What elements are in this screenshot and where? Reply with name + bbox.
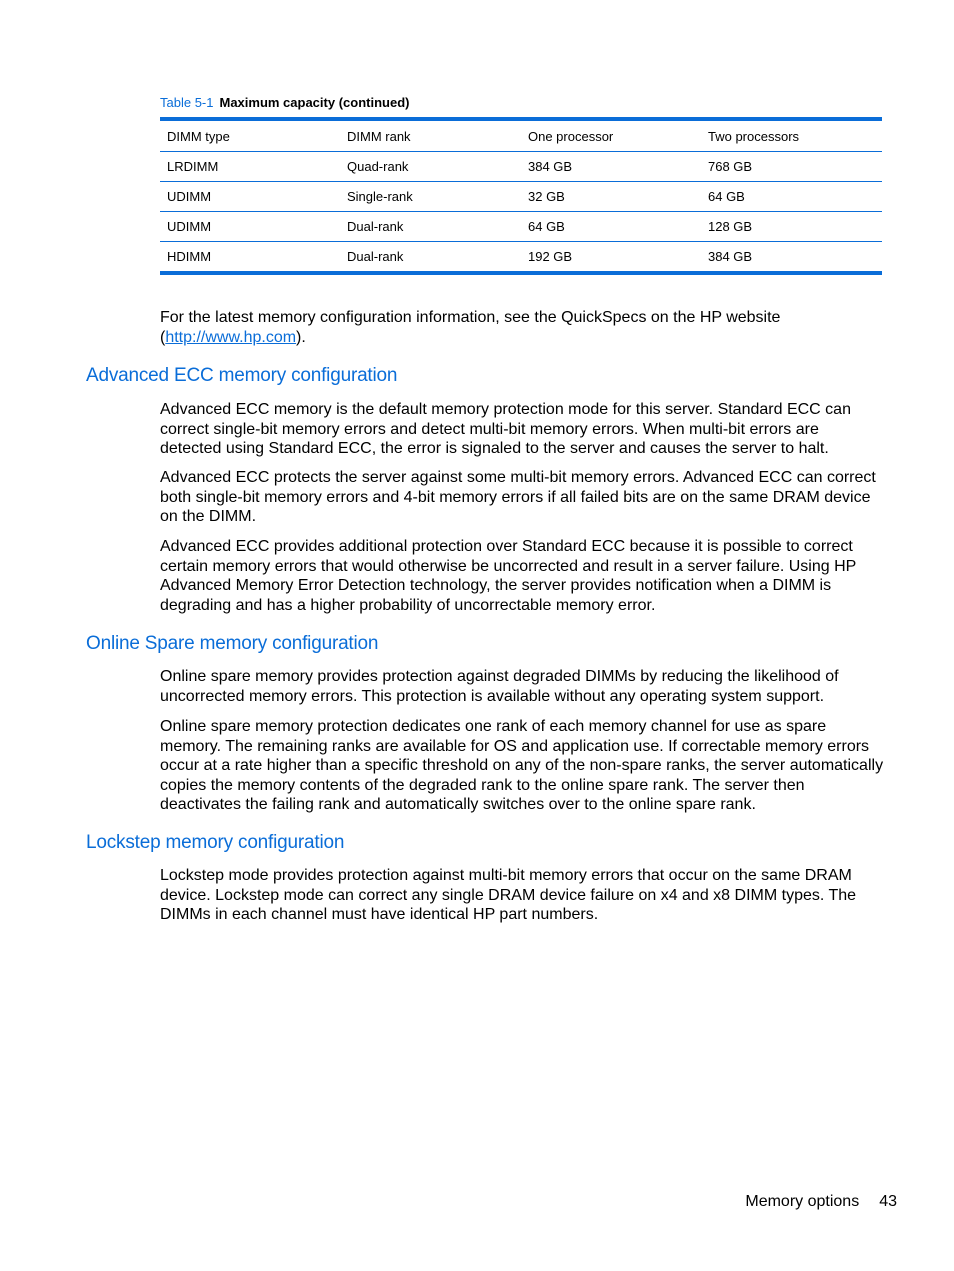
column-header-dimm-type: DIMM type [160,119,340,152]
body-paragraph: Online spare memory provides protection against degraded DIMMs by reducing the likelihood of uncorrected memory errors. This protection is available without any operating system support. [160,668,839,705]
body-paragraph: Online spare memory protection dedicates one rank of each memory channel for use as spare memory. The remaining ranks are available for OS and application use. If correctable memory errors occur at a rate higher than a specific threshold on any of the non-spare ranks, the server automatically copies the memory contents of the degraded rank to the online spare rank. The server then deactivates the failing rank and automatically switches over to the online spare rank. [160,718,884,813]
page-number: 43 [879,1193,897,1210]
table-row [160,212,882,242]
footer-section-name: Memory options [745,1193,860,1210]
table-cell: UDIMM [160,212,340,242]
table-caption [160,94,409,111]
body-paragraph: Advanced ECC protects the server against some multi-bit memory errors. Advanced ECC can correct both single-bit memory errors and 4-bit memory errors if all failed bits are on the same DRAM device on the DIMM. [160,469,876,525]
maximum-capacity-table [160,117,882,275]
table-cell: 128 GB [701,212,882,242]
column-header-two-processors: Two processors [701,119,882,152]
table-cell: 384 GB [521,152,701,182]
body-paragraph: Advanced ECC provides additional protection over Standard ECC because it is possible to correct certain memory errors that would otherwise be uncorrected and result in a server failure. Using HP Advanced Memory Error Detection technology, the server provides notification when a DIMM is degrading and has a higher probability of uncorrectable memory error. [160,538,857,614]
column-header-one-processor: One processor [521,119,701,152]
heading-lockstep: Lockstep memory configuration [86,832,345,853]
table-cell: Quad-rank [340,152,521,182]
table-row [160,152,882,182]
table-cell: 192 GB [521,242,701,274]
table-row [160,242,882,274]
table-cell: Dual-rank [340,212,521,242]
table-cell: Dual-rank [340,242,521,274]
table-row [160,182,882,212]
body-paragraph: Advanced ECC memory is the default memory protection mode for this server. Standard ECC can correct single-bit memory errors and detect multi-bit memory errors. When multi-bit errors are detected using Standard ECC, the error is signaled to the server and causes the server to halt. [160,401,851,457]
table-cell: LRDIMM [160,152,340,182]
heading-online-spare: Online Spare memory configuration [86,633,379,654]
column-header-dimm-rank: DIMM rank [340,119,521,152]
table-cell: 64 GB [701,182,882,212]
intro-text-after: ). [296,328,306,346]
body-paragraph: Lockstep mode provides protection against multi-bit memory errors that occur on the same DRAM device. Lockstep mode can correct any single DRAM device failure on x4 and x8 DIMM types. The DIMMs in each channel must have identical HP part numbers. [160,867,857,923]
table-cell: 768 GB [701,152,882,182]
table-caption-number: Table 5-1 [160,95,214,110]
table-cell: HDIMM [160,242,340,274]
table-cell: Single-rank [340,182,521,212]
intro-text-before: For the latest memory configuration information, see the QuickSpecs on the HP website ( [160,309,781,346]
table-cell: UDIMM [160,182,340,212]
hp-website-link[interactable]: http://www.hp.com [165,328,297,346]
table-cell: 64 GB [521,212,701,242]
table-caption-title: Maximum capacity (continued) [219,95,410,110]
heading-advanced-ecc: Advanced ECC memory configuration [86,365,398,386]
intro-paragraph [160,308,884,347]
table-header-row [160,119,882,152]
page-footer [745,1192,897,1211]
table-cell: 384 GB [701,242,882,274]
table-cell: 32 GB [521,182,701,212]
